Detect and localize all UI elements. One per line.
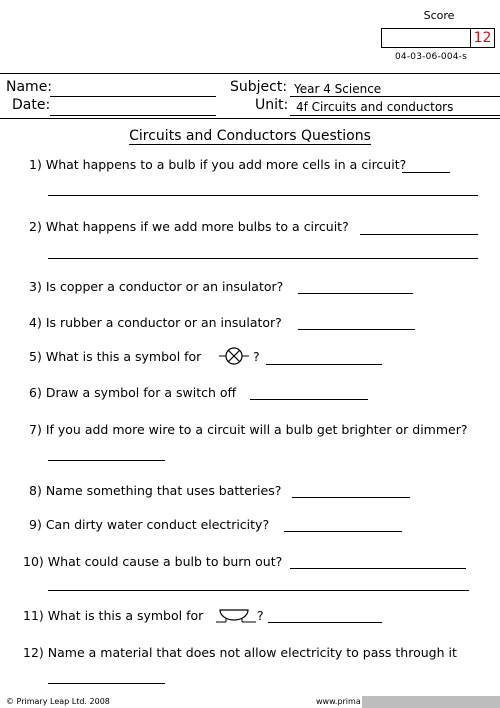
question-7: 7) If you add more wire to a circuit will a bulb get brighter or dimmer? [29, 422, 468, 437]
answer-12[interactable] [48, 683, 165, 684]
answer-1-inline[interactable] [402, 172, 450, 173]
question-10: 10) What could cause a bulb to burn out? [23, 554, 283, 569]
answer-7[interactable] [48, 460, 165, 461]
answer-10-inline[interactable] [290, 568, 466, 569]
footer-website[interactable]: www.prima [316, 697, 361, 706]
footer-bar [362, 696, 500, 708]
date-field[interactable] [50, 115, 216, 116]
subject-line [290, 96, 500, 97]
unit-value: 4f Circuits and conductors [296, 100, 454, 114]
bulb-symbol-icon [219, 346, 249, 366]
question-4: 4) Is rubber a conductor or an insulator? [29, 315, 282, 330]
subject-value: Year 4 Science [294, 82, 382, 96]
answer-2-inline[interactable] [360, 234, 478, 235]
worksheet-title: Circuits and Conductors Questions [129, 128, 371, 144]
name-field[interactable] [50, 96, 216, 97]
worksheet-code: 04-03-06-004-s [395, 52, 468, 62]
answer-2-line[interactable] [48, 258, 478, 259]
answer-4[interactable] [298, 329, 415, 330]
score-label: Score [423, 9, 455, 22]
question-11: 11) What is this a symbol for [23, 608, 204, 623]
header-top-rule [0, 73, 500, 74]
answer-6[interactable] [250, 399, 368, 400]
header-bottom-rule [0, 118, 500, 119]
question-9: 9) Can dirty water conduct electricity? [29, 517, 270, 532]
score-value: 12 [473, 30, 492, 46]
unit-line [290, 115, 500, 116]
unit-label: Unit: [255, 97, 289, 113]
subject-label: Subject: [230, 79, 288, 95]
question-2: 2) What happens if we add more bulbs to a circuit? [29, 219, 349, 234]
answer-8[interactable] [292, 497, 410, 498]
answer-9[interactable] [284, 531, 402, 532]
score-box [381, 28, 495, 48]
question-3: 3) Is copper a conductor or an insulator? [29, 279, 284, 294]
answer-5[interactable] [266, 364, 382, 365]
name-label: Name: [6, 79, 53, 95]
answer-10-line[interactable] [48, 590, 469, 591]
question-11-mark: ? [257, 608, 264, 623]
date-label: Date: [12, 97, 51, 113]
question-5-mark: ? [253, 349, 260, 364]
answer-3[interactable] [298, 293, 413, 294]
question-6: 6) Draw a symbol for a switch off [29, 385, 237, 400]
footer-copyright: © Primary Leap Ltd. 2008 [6, 697, 110, 706]
buzzer-symbol-icon [216, 607, 256, 625]
answer-1-line[interactable] [48, 195, 478, 196]
question-8: 8) Name something that uses batteries? [29, 483, 282, 498]
question-12: 12) Name a material that does not allow electricity to pass through it [23, 645, 457, 660]
question-1: 1) What happens to a bulb if you add more cells in a circuit? [29, 157, 407, 172]
answer-11[interactable] [268, 622, 382, 623]
question-5: 5) What is this a symbol for [29, 349, 202, 364]
